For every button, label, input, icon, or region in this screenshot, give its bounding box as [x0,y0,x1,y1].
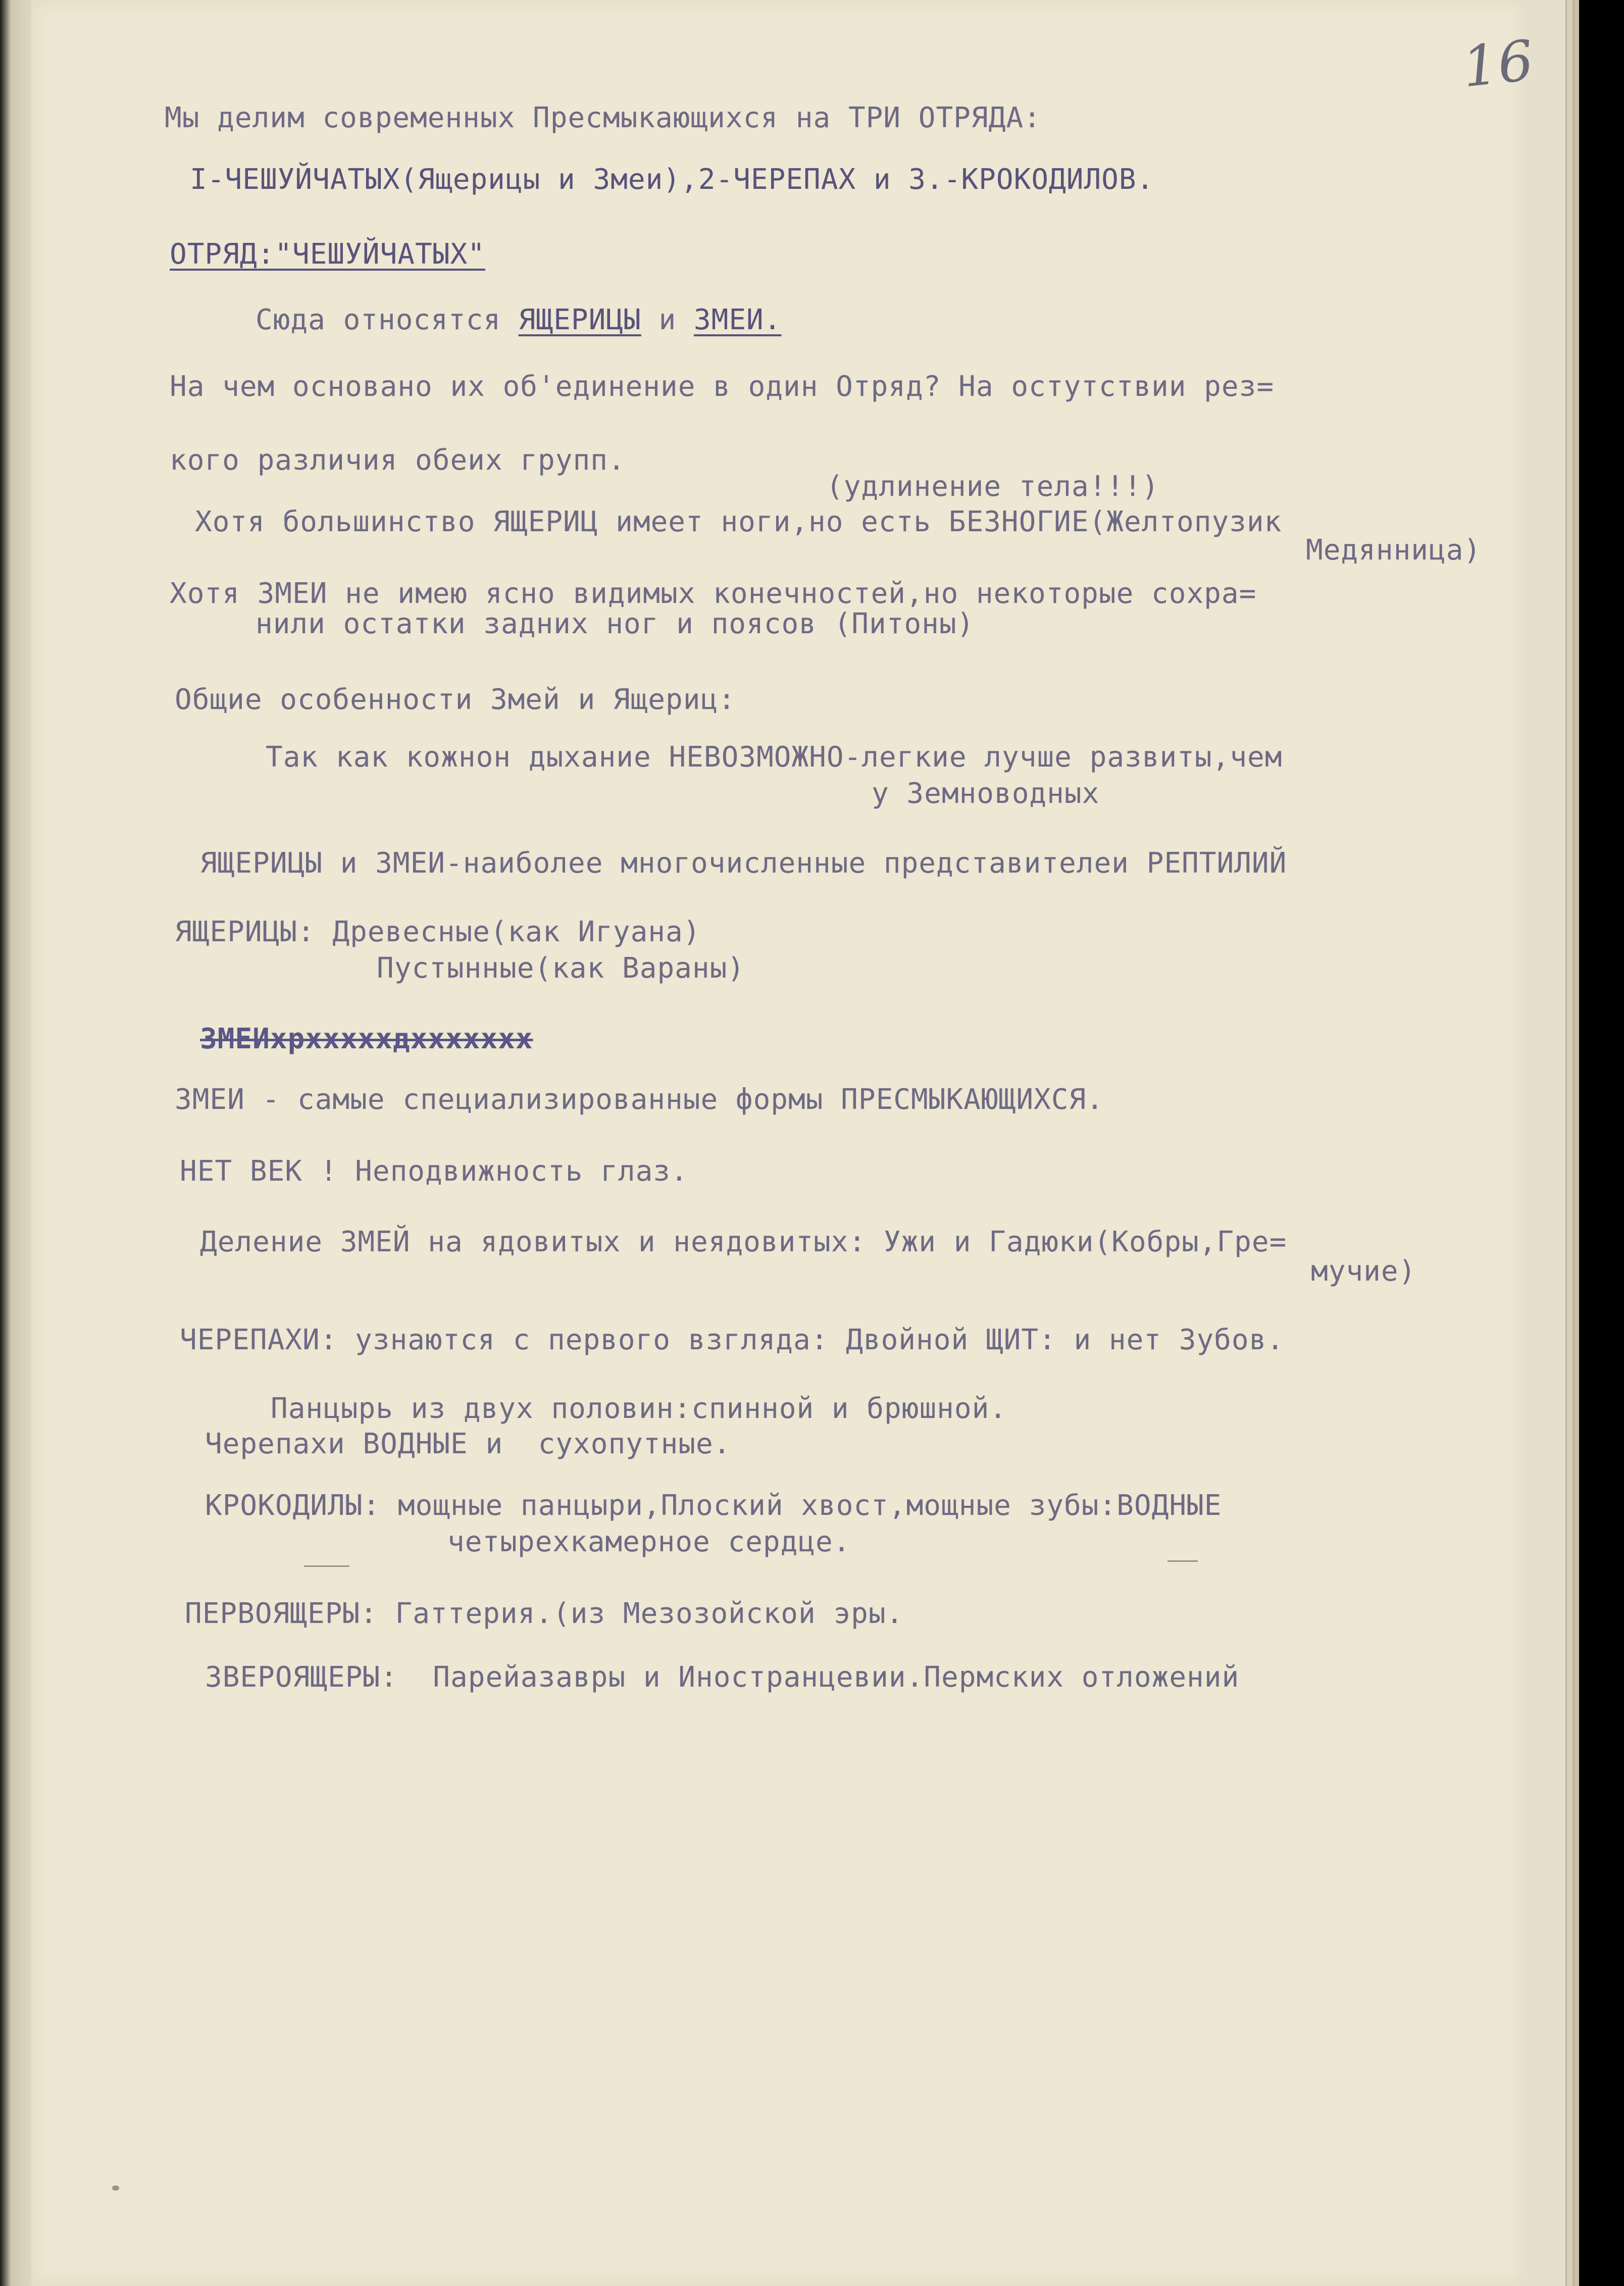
paper-mark [1168,1560,1198,1562]
text-line: Медянница) [1306,534,1482,567]
text-line: I-ЧЕШУЙЧАТЫХ(Ящерицы и Змеи),2-ЧЕРЕПАХ и 3.-КРОКОДИЛОВ. [190,163,1154,196]
text-line: На чем основано их об'единение в один Отряд? На остутствии рез= [170,370,1275,403]
text-line: Хотя большинство ЯЩЕРИЦ имеет ноги,но есть БЕЗНОГИЕ(Желтопузик [195,505,1282,538]
struck-out-text: ЗМЕИхрхххххдххххххх [200,1023,533,1055]
text-line: Панцырь из двух половин:спинной и брюшной. [271,1392,1007,1425]
text-line: Пустынные(как Вараны) [377,952,745,985]
text-line: Черепахи ВОДНЫЕ и сухопутные. [205,1428,731,1460]
text-fragment: и [641,303,694,336]
text-line: Мы делим современных Пресмыкающихся на ТРИ ОТРЯДА: [165,101,1041,134]
text-line: КРОКОДИЛЫ: мощные панцыри,Плоский хвост,мощные зубы:ВОДНЫЕ [205,1489,1222,1522]
text-line: Хотя ЗМЕИ не имею ясно видимых конечностей,но некоторые сохра= [170,577,1257,610]
paper-speck [112,2186,119,2191]
text-line: Деление ЗМЕЙ на ядовитых и неядовитых: Ужи и Гадюки(Кобры,Гре= [200,1226,1287,1258]
text-line: Общие особенности Змей и Ящериц: [175,683,736,716]
page-left-edge [0,0,31,2286]
text-line [256,303,782,336]
text-line: четырехкамерное сердце. [447,1526,851,1558]
text-line: ЯЩЕРИЦЫ и ЗМЕИ-наиболее многочисленные представителеи РЕПТИЛИЙ [200,847,1287,880]
text-insertion: (удлинение тела!!!) [826,470,1159,503]
text-line: ПЕРВОЯЩЕРЫ: Гаттерия.(из Мезозойской эры. [185,1597,904,1630]
text-line: кого различия обеих групп. [170,444,626,477]
underlined-term: ЯЩЕРИЦЫ [518,303,641,336]
text-line: Так как кожнон дыхание НЕВОЗМОЖНО-легкие лучше развиты,чем [266,741,1283,774]
typewritten-page [31,0,1537,2286]
section-heading: ОТРЯД:"ЧЕШУЙЧАТЫХ" [170,238,485,271]
text-line: у Земноводных [872,777,1100,810]
underlined-term: ЗМЕИ. [693,303,782,336]
text-fragment: Сюда относятся [256,303,519,336]
text-line: мучие) [1311,1255,1416,1288]
text-line: ЧЕРЕПАХИ: узнаются с первого взгляда: Двойной ЩИТ: и нет Зубов. [180,1324,1285,1356]
handwritten-page-number: 16 [1459,28,1537,100]
text-line: ЗВЕРОЯЩЕРЫ: Парейазавры и Иностранцевии.Пермских отложений [205,1661,1240,1694]
page-stack-edge [1510,0,1624,2286]
text-line: нили остатки задних ног и поясов (Питоны) [256,607,975,640]
text-line: ЗМЕИ - самые специализированные формы ПРЕСМЫКАЮЩИХСЯ. [175,1083,1104,1116]
paper-mark [304,1565,349,1567]
text-line: ЯЩЕРИЦЫ: Древесные(как Игуана) [175,916,701,948]
text-line: НЕТ ВЕК ! Неподвижность глаз. [180,1155,688,1188]
sheet-edge [1572,0,1579,2286]
